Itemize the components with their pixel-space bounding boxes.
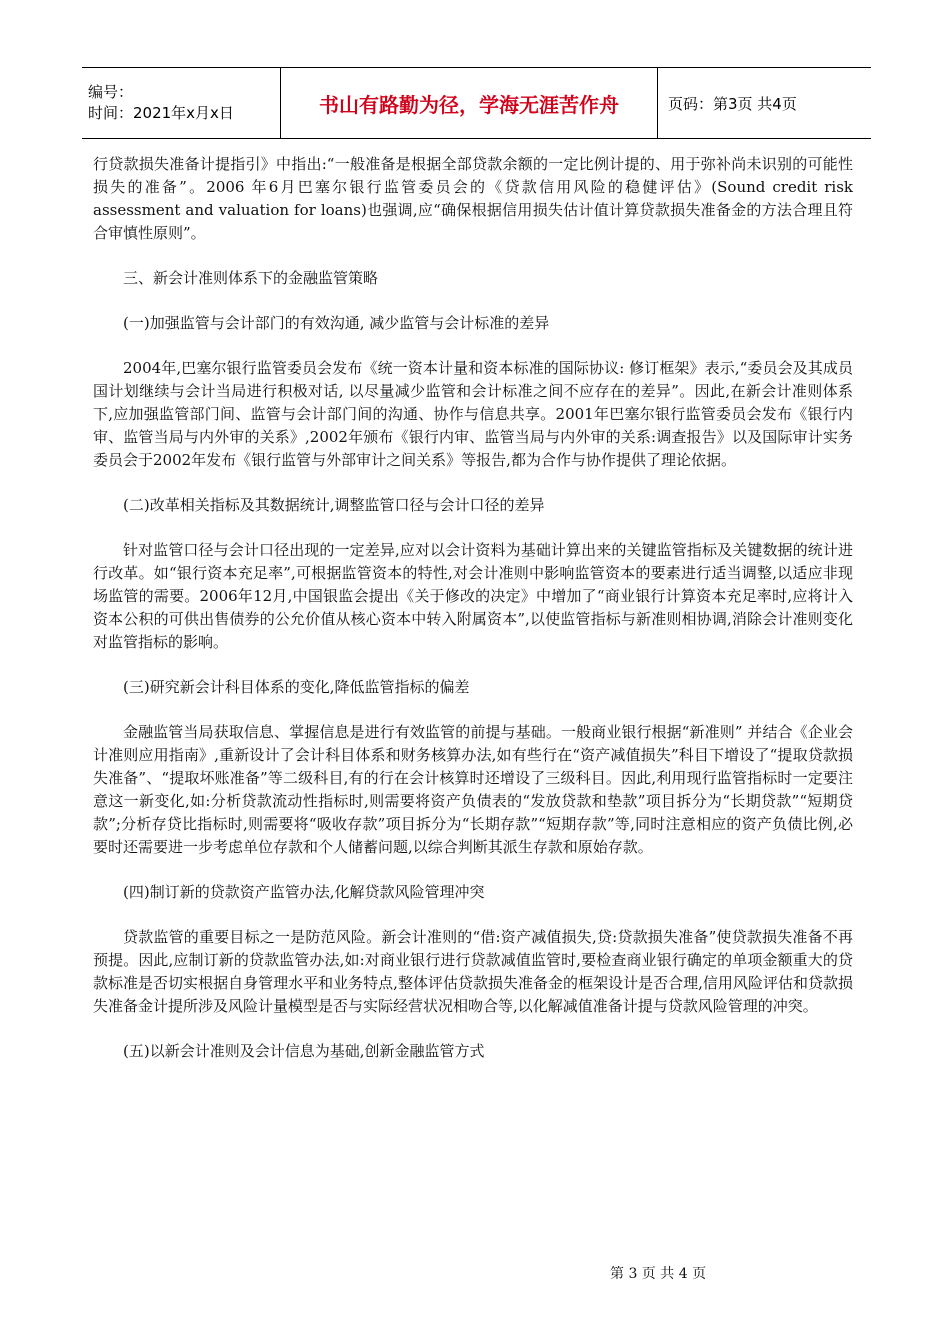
document-number-label: 编号： — [88, 83, 134, 101]
subsection-heading-2: (二)改革相关指标及其数据统计,调整监管口径与会计口径的差异 — [123, 496, 545, 514]
paragraph: 针对监管口径与会计口径出现的一定差异,应对以会计资料为基础计算出来的关键监管指标及关键数据的统计进行改革。如“银行资本充足率”,可根据监管资本的特性,对会计准则中影响监管资本的要素进行适当调整,以适应非现场监管的需要。2006年12月,中国银监会提出《关于修改的决定》中增加了“商业银行计算资本充足率时,应将计入资本公积的可供出售债券的公允价值从核心资本中转入附属资本”,以使监管指标与新准则相协调,消除会计准则变化对监管指标的影响。 — [93, 541, 853, 651]
paragraph-continued: 行贷款损失准备计提指引》中指出:“一般准备是根据全部贷款余额的一定比例计提的、用于弥补尚未识别的可能性损失的准备”。2006 年6月巴塞尔银行监管委员会的《贷款信用风险的稳健评估》(Sound credit risk assessment and valuation for loans)也强调,应“确保根据信用损失估计值计算贷款损失准备金的方法合理且符合审慎性原则”。 — [93, 155, 853, 242]
paragraph: 金融监管当局获取信息、掌握信息是进行有效监管的前提与基础。一般商业银行根据“新准则” 并结合《企业会计准则应用指南》,重新设计了会计科目体系和财务核算办法,如有些行在“资产减值损失”科目下增设了“提取贷款损失准备”、“提取坏账准备”等二级科目,有的行在会计核算时还增设了三级科目。因此,利用现行监管指标时一定要注意这一新变化,如:分析贷款流动性指标时,则需要将资产负债表的“发放贷款和垫款”项目拆分为“长期贷款”“短期贷款”;分析存贷比指标时,则需要将“吸收存款”项目拆分为“长期存款”“短期存款”等,同时注意相应的资产负债比例,必要时还需要进一步考虑单位存款和个人储蓄问题,以综合判断其派生存款和原始存款。 — [93, 723, 853, 856]
header-motto: 书山有路勤为径，学海无涯苦作舟 — [280, 68, 658, 138]
document-body — [93, 153, 853, 1085]
paragraph: 2004年,巴塞尔银行监管委员会发布《统一资本计量和资本标准的国际协议: 修订框架》表示,“委员会及其成员国计划继续与会计当局进行积极对话, 以尽量减少监管和会计标准之间不应存在的差异”。因此,在新会计准则体系下,应加强监管部门间、监管与会计部门间的沟通、协作与信息共享。2001年巴塞尔银行监管委员会发布《银行内审、监管当局与内外审的关系》,2002年颁布《银行内审、监管当局与内外审的关系:调查报告》以及国际审计实务委员会于2002年发布《银行监管与外部审计之间关系》等报告,都为合作与协作提供了理论依据。 — [93, 359, 853, 469]
header-page-info: 页码：第3页 共4页 — [668, 94, 797, 113]
subsection-heading-3: (三)研究新会计科目体系的变化,降低监管指标的偏差 — [123, 678, 470, 696]
subsection-heading-1: (一)加强监管与会计部门的有效沟通, 减少监管与会计标准的差异 — [123, 314, 550, 332]
page-header — [82, 67, 871, 139]
section-heading: 三、新会计准则体系下的金融监管策略 — [123, 269, 379, 287]
header-meta — [82, 68, 280, 138]
page-footer: 第 3 页 共 4 页 — [610, 1266, 707, 1282]
document-date: 时间：2021年x月x日 — [88, 104, 234, 122]
subsection-heading-4: (四)制订新的贷款资产监管办法,化解贷款风险管理冲突 — [123, 883, 485, 901]
subsection-heading-5: (五)以新会计准则及会计信息为基础,创新金融监管方式 — [123, 1042, 485, 1060]
paragraph: 贷款监管的重要目标之一是防范风险。新会计准则的“借:资产减值损失,贷:贷款损失准备”使贷款损失准备不再预提。因此,应制订新的贷款监管办法,如:对商业银行进行贷款减值监管时,要检查商业银行确定的单项金额重大的贷款标准是否切实根据自身管理水平和业务特点,整体评估贷款损失准备金的框架设计是否合理,信用风险评估和贷款损失准备金计提所涉及风险计量模型是否与实际经营状况相吻合等,以化解减值准备计提与贷款风险管理的冲突。 — [93, 928, 853, 1015]
